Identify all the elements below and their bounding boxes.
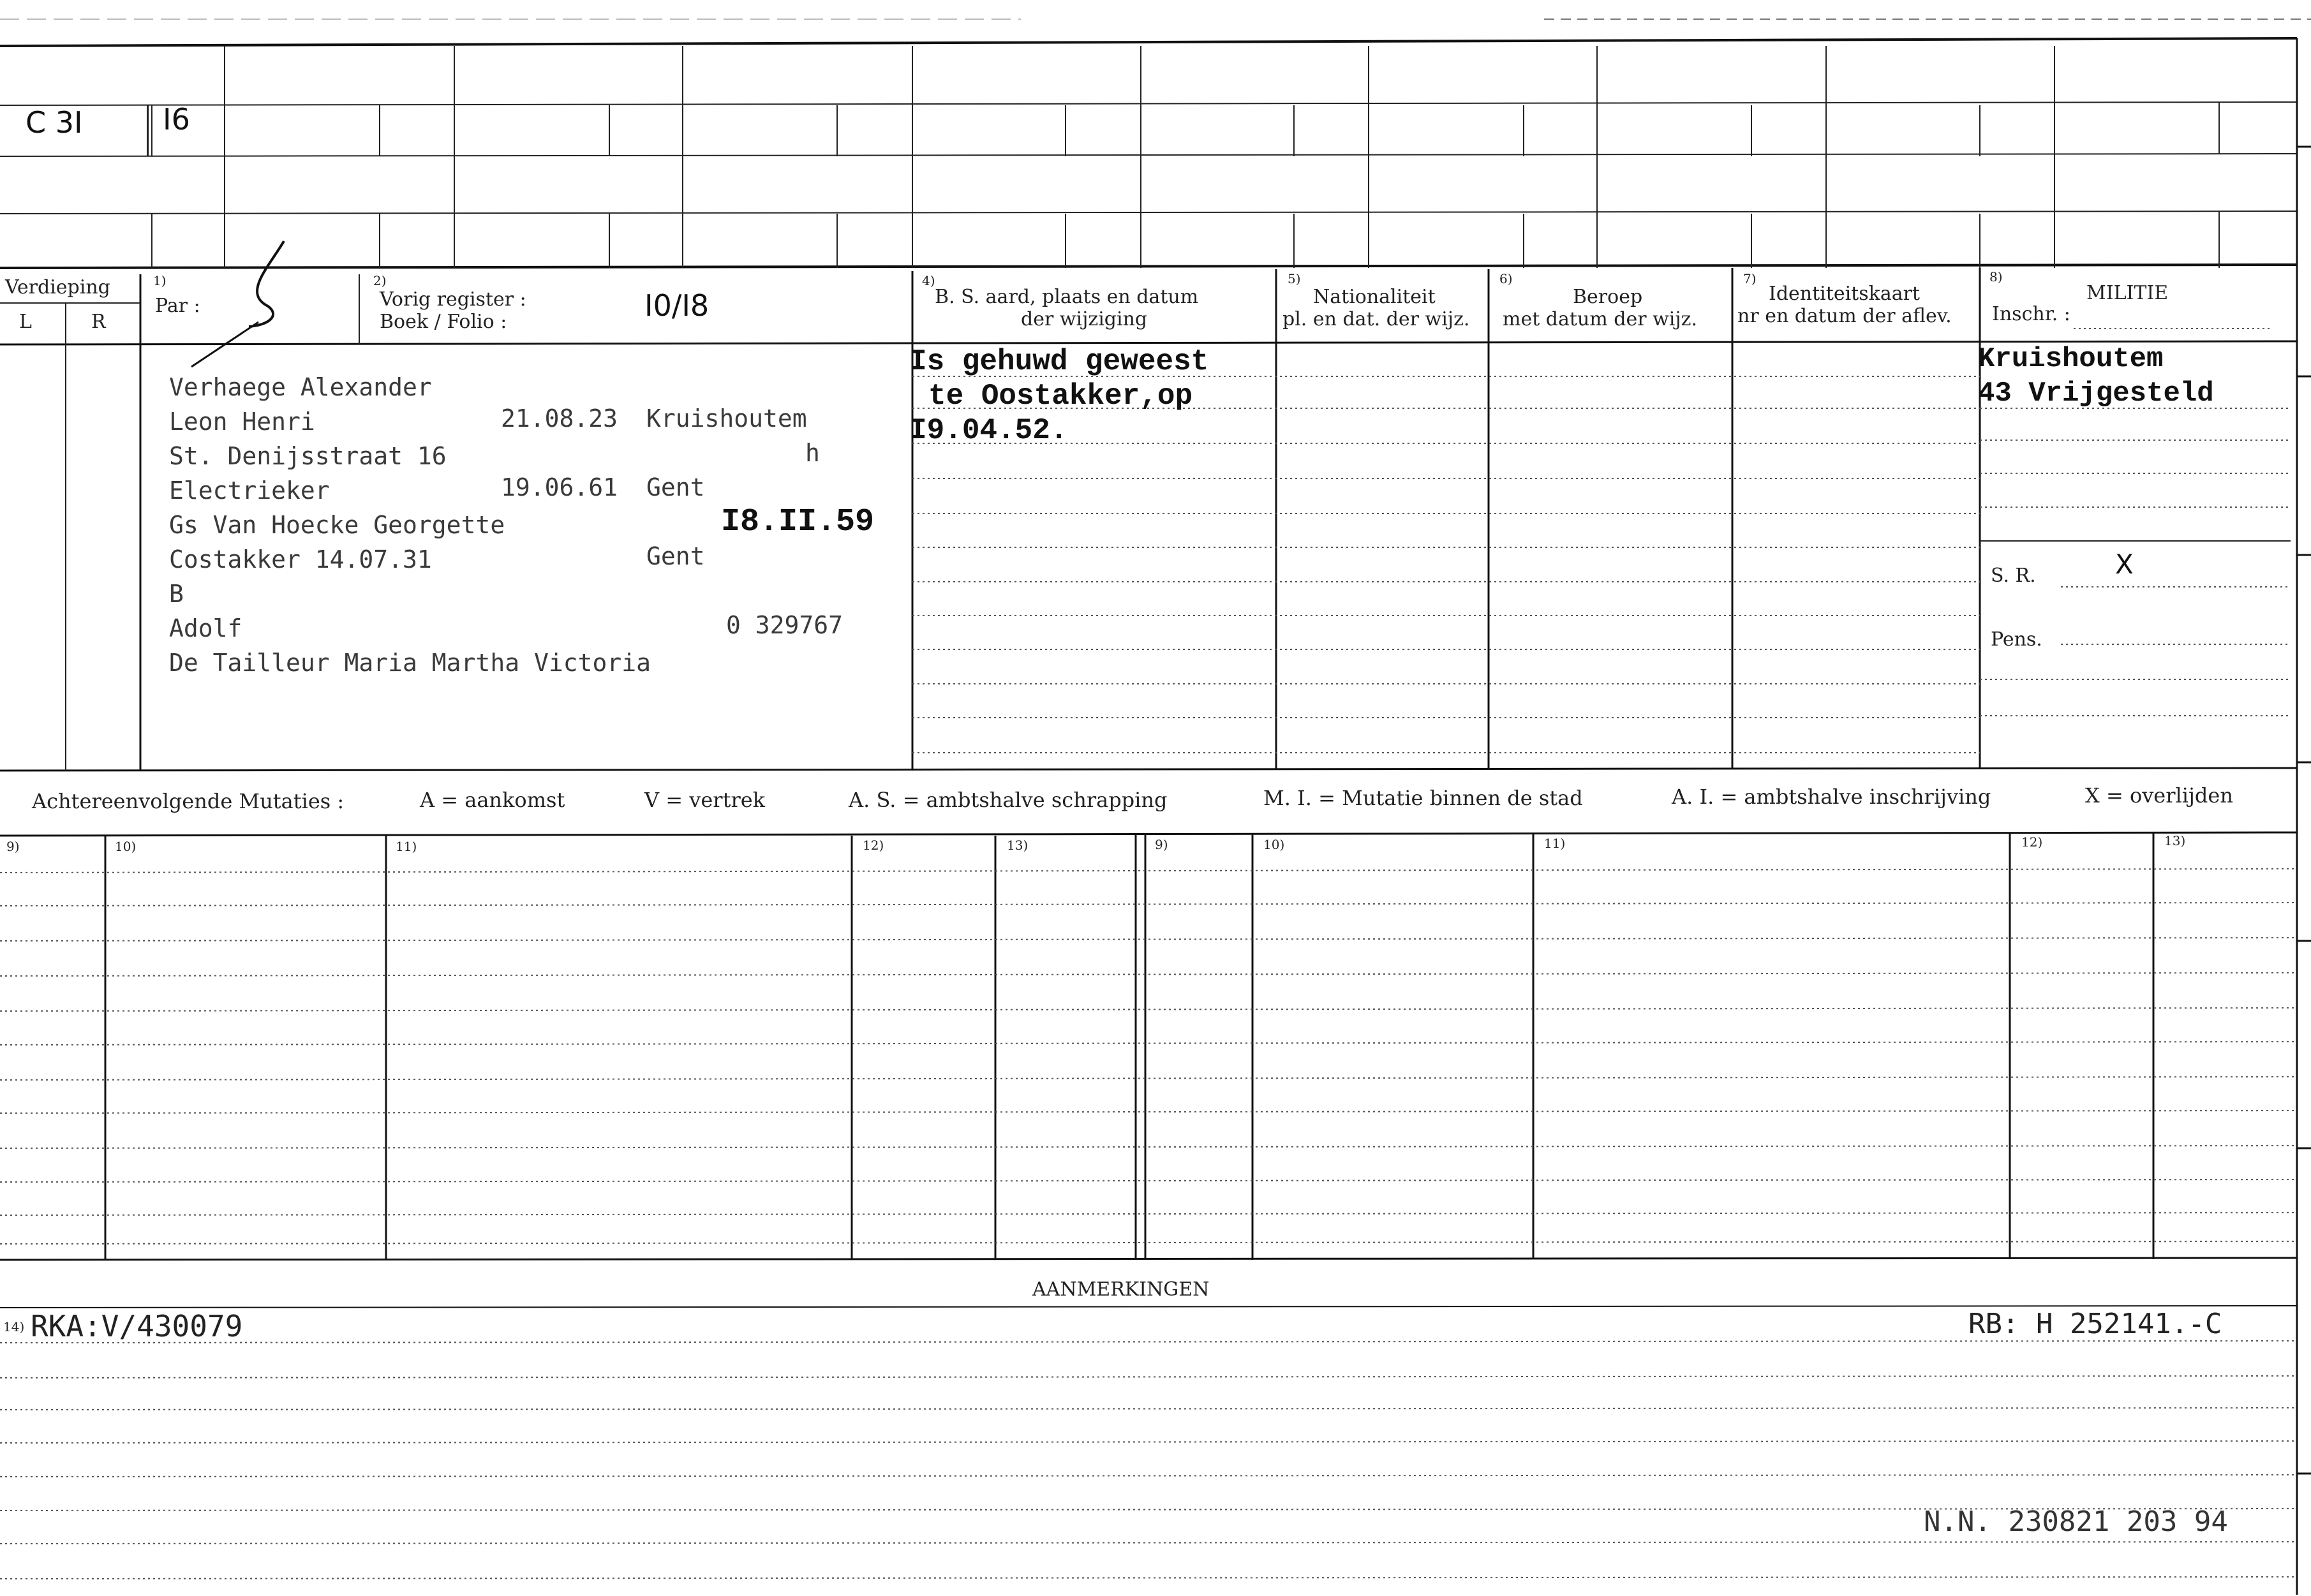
rka-reference: RKA:V/430079 (31, 1309, 243, 1343)
national-number: N.N. 230821 203 94 (1924, 1505, 2228, 1538)
ident-label-2: nr en datum der aflev. (1737, 305, 1952, 327)
remarks-number: 14) (3, 1319, 25, 1334)
verdieping-title: Verdieping (5, 276, 110, 299)
mutation-col-header: 12) (2021, 834, 2043, 850)
legend-item: M. I. = Mutatie binnen de stad (1263, 786, 1583, 810)
militie-line: 43 Vrijgesteld (1978, 378, 2214, 410)
job-date: 19.06.61 (501, 473, 618, 501)
vorig-number: 2) (373, 273, 387, 288)
nat-label-1: Nationaliteit (1313, 286, 1436, 308)
code-16: I6 (163, 102, 190, 137)
legend-item: A. S. = ambtshalve schrapping (849, 788, 1168, 812)
boek-folio-label: Boek / Folio : (380, 311, 507, 333)
beroep-number: 6) (1499, 271, 1513, 286)
civil-status-entry (909, 344, 1208, 448)
person-line: Verhaege Alexander (169, 373, 432, 401)
bs-label-1: B. S. aard, plaats en datum (935, 286, 1199, 308)
person-line: Gs Van Hoecke Georgette (169, 511, 505, 539)
mutation-col-header: 11) (396, 839, 417, 854)
person-line: Costakker 14.07.31 (169, 545, 432, 573)
marriage-stamp-date: I8.II.59 (721, 504, 875, 540)
vorig-register-value: I0/I8 (644, 288, 710, 323)
legend-item: V = vertrek (644, 788, 766, 812)
code-c31: C 3I (26, 105, 83, 140)
civil-status-line: Is gehuwd geweest (909, 345, 1209, 378)
registry-number: 0 329767 (726, 611, 843, 639)
beroep-label-1: Beroep (1573, 286, 1643, 308)
militie-number: 8) (1989, 269, 2003, 284)
birth-place: Kruishoutem (646, 404, 807, 432)
verdieping-right: R (91, 311, 106, 333)
mutation-col-header: 10) (1263, 837, 1285, 852)
ident-label-1: Identiteitskaart (1769, 283, 1920, 305)
mutation-col-header: 13) (2164, 833, 2186, 848)
job-place: Gent (646, 473, 705, 501)
civil-status-line: te Oostakker,op (928, 380, 1193, 413)
mutation-col-header: 9) (1155, 837, 1168, 852)
ident-number: 7) (1743, 271, 1757, 286)
par-number: 1) (153, 273, 167, 288)
nat-number: 5) (1288, 271, 1301, 286)
birth-date: 21.08.23 (501, 404, 618, 432)
mutation-col-header: 10) (115, 839, 137, 854)
militie-entry (1978, 342, 2214, 411)
pens-label: Pens. (1991, 628, 2042, 651)
militie-line: Kruishoutem (1978, 343, 2164, 375)
sr-mark: X (2115, 549, 2134, 580)
civil-status-line: I9.04.52. (909, 414, 1068, 447)
h-mark: h (805, 439, 820, 467)
mutations-legend-title: Achtereenvolgende Mutaties : (32, 789, 345, 813)
rb-reference: RB: H 252141.-C (1968, 1308, 2222, 1340)
bs-number: 4) (922, 273, 935, 288)
person-line: B (169, 580, 184, 608)
spouse-place: Gent (646, 542, 705, 570)
vorig-register-label: Vorig register : (380, 288, 526, 311)
mutation-col-header: 12) (863, 838, 884, 853)
person-line: Electrieker (169, 477, 330, 505)
par-label: Par : (155, 295, 200, 317)
nat-label-2: pl. en dat. der wijz. (1282, 308, 1470, 330)
mutation-col-header: 11) (1544, 836, 1566, 851)
legend-item: X = overlijden (2085, 783, 2233, 808)
bs-label-2: der wijziging (1021, 308, 1148, 330)
person-line: St. Denijsstraat 16 (169, 442, 447, 470)
militie-inschr-label: Inschr. : (1992, 303, 2070, 325)
top-grid-divider (147, 105, 149, 156)
legend-item: A. I. = ambtshalve inschrijving (1672, 785, 1991, 809)
mutation-col-header: 13) (1007, 838, 1029, 853)
remarks-title: AANMERKINGEN (1032, 1278, 1210, 1301)
person-line: Leon Henri (169, 408, 315, 436)
militie-title: MILITIE (2086, 282, 2169, 304)
legend-item: A = aankomst (420, 788, 565, 812)
person-line: De Tailleur Maria Martha Victoria (169, 649, 651, 677)
sr-label: S. R. (1991, 565, 2036, 587)
beroep-label-2: met datum der wijz. (1503, 308, 1697, 330)
person-line: Adolf (169, 614, 242, 642)
mutation-col-header: 9) (6, 839, 20, 854)
verdieping-left: L (19, 311, 32, 333)
